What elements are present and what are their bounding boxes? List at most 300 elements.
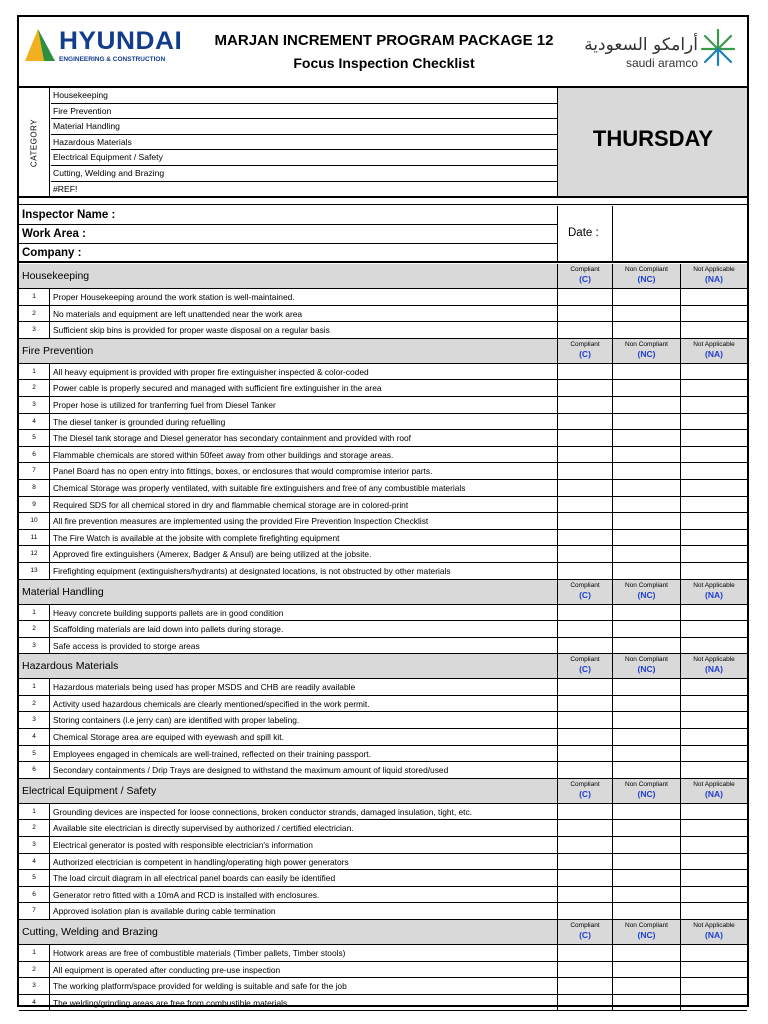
item-number: 12 <box>19 546 50 562</box>
compliant-cell[interactable] <box>557 638 612 654</box>
checklist-row <box>19 887 747 904</box>
non-compliant-cell[interactable] <box>612 563 680 579</box>
aramco-logo <box>584 25 744 75</box>
compliant-cell[interactable] <box>557 605 612 621</box>
column-label: Compliant <box>570 266 600 273</box>
item-number: 2 <box>19 820 50 836</box>
non-compliant-cell[interactable] <box>612 397 680 413</box>
item-description: Required SDS for all chemical stored in dry and flammable chemical storage are in colored-print <box>53 499 409 510</box>
column-code: (NA) <box>705 664 723 675</box>
compliant-cell[interactable] <box>557 414 612 430</box>
item-description: Approved isolation plan is available during cable termination <box>53 906 276 917</box>
item-description: The Diesel tank storage and Diesel generator has secondary containment and provided with roof <box>53 433 412 444</box>
non-compliant-cell[interactable] <box>612 762 680 778</box>
item-number: 1 <box>19 804 50 820</box>
checklist-row <box>19 945 747 962</box>
non-compliant-cell[interactable] <box>612 322 680 338</box>
not-applicable-cell[interactable] <box>680 978 747 994</box>
column-label: Not Applicable <box>693 780 735 788</box>
non-compliant-cell[interactable] <box>612 463 680 479</box>
item-number: 4 <box>19 414 50 430</box>
column-code: (NA) <box>705 348 723 359</box>
inspection-info <box>19 206 747 263</box>
section-header <box>19 779 747 804</box>
item-description: Power cable is properly secured and managed with sufficient fire extinguisher in the area <box>53 383 382 394</box>
category-item: Hazardous Materials <box>51 135 557 151</box>
column-code: (NC) <box>637 788 656 799</box>
non-compliant-cell[interactable] <box>612 621 680 637</box>
not-applicable-cell[interactable] <box>680 729 747 745</box>
item-number: 11 <box>19 530 50 546</box>
checklist-row <box>19 397 747 414</box>
not-applicable-cell[interactable] <box>680 696 747 712</box>
aramco-arabic-name: أرامكو السعودية <box>584 35 698 55</box>
item-description: The Fire Watch is available at the jobsite with complete firefighting equipment <box>53 532 340 543</box>
item-number: 3 <box>19 397 50 413</box>
column-label: Not Applicable <box>693 266 735 273</box>
non-compliant-cell[interactable] <box>612 679 680 695</box>
not-applicable-cell[interactable] <box>680 364 747 380</box>
compliant-column-header <box>557 264 612 289</box>
column-code: (NA) <box>705 788 723 799</box>
non-compliant-cell[interactable] <box>612 870 680 886</box>
item-number: 2 <box>19 696 50 712</box>
column-label: Compliant <box>570 780 600 788</box>
column-label: Non Compliant <box>625 266 668 273</box>
category-label: CATEGORY <box>29 118 39 168</box>
item-number: 5 <box>19 430 50 446</box>
compliant-cell[interactable] <box>557 854 612 870</box>
compliant-cell[interactable] <box>557 563 612 579</box>
section-header <box>19 654 747 679</box>
item-number: 3 <box>19 837 50 853</box>
checklist-row <box>19 480 747 497</box>
non-compliant-cell[interactable] <box>612 530 680 546</box>
item-number: 1 <box>19 679 50 695</box>
compliant-column-header <box>557 580 612 605</box>
not-applicable-column-header <box>680 654 747 679</box>
not-applicable-column-header <box>680 779 747 804</box>
item-description: Hotwork areas are free of combustible materials (Timber pallets, Timber stools) <box>53 948 346 958</box>
not-applicable-cell[interactable] <box>680 322 747 338</box>
non-compliant-column-header <box>612 920 680 945</box>
compliant-cell[interactable] <box>557 530 612 546</box>
column-code: (NC) <box>637 664 656 675</box>
item-number: 1 <box>19 945 50 961</box>
category-item: Fire Prevention <box>51 104 557 120</box>
item-number: 7 <box>19 903 50 919</box>
item-description: Sufficient skip bins is provided for proper waste disposal on a regular basis <box>53 325 330 336</box>
column-label: Not Applicable <box>693 656 735 664</box>
not-applicable-cell[interactable] <box>680 903 747 919</box>
column-label: Not Applicable <box>693 581 735 589</box>
compliant-cell[interactable] <box>557 903 612 919</box>
non-compliant-cell[interactable] <box>612 887 680 903</box>
section-header <box>19 339 747 364</box>
checklist-row <box>19 364 747 381</box>
item-description: Secondary containments / Drip Trays are designed to withstand the maximum amount of liquid stored/used <box>53 765 449 776</box>
category-block <box>19 88 747 198</box>
column-label: Non Compliant <box>625 780 668 788</box>
compliant-cell[interactable] <box>557 837 612 853</box>
item-number: 1 <box>19 364 50 380</box>
non-compliant-cell[interactable] <box>612 746 680 762</box>
column-code: (C) <box>579 589 591 600</box>
checklist-row <box>19 820 747 837</box>
compliant-cell[interactable] <box>557 679 612 695</box>
date-value-cell <box>612 206 747 261</box>
checklist-row <box>19 621 747 638</box>
spacer-row <box>19 200 747 205</box>
not-applicable-cell[interactable] <box>680 621 747 637</box>
non-compliant-cell[interactable] <box>612 903 680 919</box>
not-applicable-column-header <box>680 264 747 289</box>
not-applicable-cell[interactable] <box>680 463 747 479</box>
item-number: 2 <box>19 621 50 637</box>
item-number: 4 <box>19 995 50 1011</box>
not-applicable-cell[interactable] <box>680 513 747 529</box>
item-number: 13 <box>19 563 50 579</box>
column-code: (C) <box>579 788 591 799</box>
checklist-row <box>19 530 747 547</box>
not-applicable-cell[interactable] <box>680 804 747 820</box>
not-applicable-column-header <box>680 339 747 364</box>
non-compliant-cell[interactable] <box>612 854 680 870</box>
compliant-cell[interactable] <box>557 322 612 338</box>
item-number: 1 <box>19 289 50 305</box>
item-number: 1 <box>19 605 50 621</box>
compliant-cell[interactable] <box>557 463 612 479</box>
checklist-row <box>19 463 747 480</box>
compliant-column-header <box>557 779 612 804</box>
non-compliant-cell[interactable] <box>612 480 680 496</box>
item-number: 5 <box>19 746 50 762</box>
compliant-cell[interactable] <box>557 746 612 762</box>
column-code: (NC) <box>637 274 656 284</box>
item-description: Flammable chemicals are stored within 50feet away from other buildings and storage areas. <box>53 449 394 460</box>
not-applicable-cell[interactable] <box>680 870 747 886</box>
document-header <box>19 17 747 88</box>
item-description: Proper hose is utilized for tranferring fuel from Diesel Tanker <box>53 399 276 410</box>
compliant-cell[interactable] <box>557 712 612 728</box>
section-header <box>19 264 747 289</box>
column-code: (NC) <box>637 930 656 940</box>
non-compliant-cell[interactable] <box>612 995 680 1011</box>
checklist-row <box>19 804 747 821</box>
not-applicable-cell[interactable] <box>680 480 747 496</box>
item-number: 7 <box>19 463 50 479</box>
section-title: Electrical Equipment / Safety <box>22 784 157 797</box>
category-list <box>51 88 557 197</box>
not-applicable-cell[interactable] <box>680 546 747 562</box>
item-number: 2 <box>19 306 50 322</box>
not-applicable-cell[interactable] <box>680 447 747 463</box>
day-label: THURSDAY <box>592 126 714 151</box>
item-description: The welding/grinding areas are free from combustible materials <box>53 997 288 1008</box>
item-description: All heavy equipment is provided with proper fire extinguisher inspected & color-coded <box>53 366 369 377</box>
item-description: Available site electrician is directly supervised by authorized / certified electrician. <box>53 823 354 834</box>
hyundai-subtitle: ENGINEERING & CONSTRUCTION <box>59 56 166 63</box>
compliant-cell[interactable] <box>557 762 612 778</box>
item-description: No materials and equipment are left unattended near the work area <box>53 308 303 319</box>
checklist-row <box>19 962 747 979</box>
item-number: 6 <box>19 887 50 903</box>
not-applicable-cell[interactable] <box>680 530 747 546</box>
not-applicable-cell[interactable] <box>680 679 747 695</box>
column-label: Compliant <box>570 656 600 664</box>
column-code: (NA) <box>705 930 723 940</box>
checklist-row <box>19 870 747 887</box>
compliant-cell[interactable] <box>557 820 612 836</box>
item-description: Proper Housekeeping around the work station is well-maintained. <box>53 292 295 302</box>
non-compliant-cell[interactable] <box>612 605 680 621</box>
column-label: Non Compliant <box>625 581 668 589</box>
compliant-cell[interactable] <box>557 289 612 305</box>
not-applicable-cell[interactable] <box>680 820 747 836</box>
checklist-row <box>19 729 747 746</box>
column-label: Non Compliant <box>625 922 668 929</box>
non-compliant-cell[interactable] <box>612 513 680 529</box>
compliant-cell[interactable] <box>557 306 612 322</box>
non-compliant-cell[interactable] <box>612 962 680 978</box>
not-applicable-cell[interactable] <box>680 397 747 413</box>
checklist-row <box>19 563 747 580</box>
checklist-row <box>19 746 747 763</box>
item-description: Storing containers (i.e jerry can) are identified with proper labeling. <box>53 715 300 726</box>
compliant-cell[interactable] <box>557 364 612 380</box>
column-label: Non Compliant <box>625 656 668 664</box>
item-number: 3 <box>19 322 50 338</box>
not-applicable-cell[interactable] <box>680 638 747 654</box>
checklist-row <box>19 430 747 447</box>
item-number: 4 <box>19 729 50 745</box>
non-compliant-cell[interactable] <box>612 978 680 994</box>
non-compliant-cell[interactable] <box>612 820 680 836</box>
checklist-row <box>19 322 747 339</box>
compliant-cell[interactable] <box>557 978 612 994</box>
compliant-cell[interactable] <box>557 887 612 903</box>
non-compliant-cell[interactable] <box>612 364 680 380</box>
compliant-cell[interactable] <box>557 480 612 496</box>
column-label: Compliant <box>570 340 600 348</box>
item-number: 5 <box>19 870 50 886</box>
inspection-sheet <box>17 15 749 1007</box>
non-compliant-column-header <box>612 654 680 679</box>
not-applicable-cell[interactable] <box>680 497 747 513</box>
compliant-cell[interactable] <box>557 447 612 463</box>
item-description: All equipment is operated after conducting pre-use inspection <box>53 964 281 975</box>
compliant-column-header <box>557 339 612 364</box>
compliant-cell[interactable] <box>557 380 612 396</box>
not-applicable-cell[interactable] <box>680 306 747 322</box>
not-applicable-cell[interactable] <box>680 854 747 870</box>
category-item: Cutting, Welding and Brazing <box>51 166 557 182</box>
non-compliant-cell[interactable] <box>612 306 680 322</box>
compliant-column-header <box>557 654 612 679</box>
item-description: Employees engaged in chemicals are well-trained, reflected on their training passport. <box>53 748 371 759</box>
item-description: Scaffolding materials are laid down into pallets during storage. <box>53 624 284 635</box>
column-code: (C) <box>579 348 591 359</box>
checklist-row <box>19 679 747 696</box>
compliant-cell[interactable] <box>557 995 612 1011</box>
checklist-row <box>19 289 747 306</box>
item-description: The diesel tanker is grounded during refuelling <box>53 416 226 427</box>
column-code: (C) <box>579 664 591 675</box>
checklist-row <box>19 447 747 464</box>
item-number: 2 <box>19 962 50 978</box>
document-subtitle: Focus Inspection Checklist <box>293 55 475 71</box>
non-compliant-column-header <box>612 580 680 605</box>
non-compliant-cell[interactable] <box>612 837 680 853</box>
item-description: The working platform/space provided for welding is suitable and safe for the job <box>53 981 347 992</box>
non-compliant-cell[interactable] <box>612 380 680 396</box>
not-applicable-cell[interactable] <box>680 887 747 903</box>
non-compliant-cell[interactable] <box>612 712 680 728</box>
hyundai-triangle-icon <box>25 29 55 61</box>
compliant-cell[interactable] <box>557 621 612 637</box>
not-applicable-cell[interactable] <box>680 995 747 1011</box>
not-applicable-cell[interactable] <box>680 563 747 579</box>
compliant-cell[interactable] <box>557 962 612 978</box>
item-description: Panel Board has no open entry into fittings, boxes, or enclosures that would compromise interior parts. <box>53 466 433 477</box>
compliant-cell[interactable] <box>557 696 612 712</box>
aramco-star-icon <box>700 27 736 67</box>
document-title: MARJAN INCREMENT PROGRAM PACKAGE 12 <box>214 32 554 49</box>
checklist-row <box>19 380 747 397</box>
non-compliant-cell[interactable] <box>612 804 680 820</box>
item-description: Electrical generator is posted with responsible electrician's information <box>53 840 313 851</box>
column-label: Compliant <box>570 922 600 929</box>
item-description: All fire prevention measures are implemented using the provided Fire Prevention Inspection Checklist <box>53 516 429 527</box>
item-description: Generator retro fitted with a 10mA and RCD is installed with enclosures. <box>53 889 320 900</box>
compliant-cell[interactable] <box>557 397 612 413</box>
not-applicable-cell[interactable] <box>680 380 747 396</box>
item-description: Hazardous materials being used has proper MSDS and CHB are readily available <box>53 682 356 693</box>
compliant-cell[interactable] <box>557 804 612 820</box>
section-header <box>19 580 747 605</box>
section-title: Housekeeping <box>22 270 90 282</box>
item-description: Approved fire extinguishers (Amerex, Badger & Ansul) are being utilized at the jobsite. <box>53 549 372 560</box>
column-label: Not Applicable <box>693 922 735 929</box>
item-number: 3 <box>19 638 50 654</box>
category-label-column <box>19 88 50 198</box>
item-number: 2 <box>19 380 50 396</box>
item-number: 6 <box>19 447 50 463</box>
column-code: (C) <box>579 274 591 284</box>
compliant-cell[interactable] <box>557 513 612 529</box>
non-compliant-column-header <box>612 339 680 364</box>
non-compliant-cell[interactable] <box>612 546 680 562</box>
not-applicable-cell[interactable] <box>680 945 747 961</box>
column-code: (NA) <box>705 274 723 284</box>
not-applicable-cell[interactable] <box>680 430 747 446</box>
non-compliant-cell[interactable] <box>612 729 680 745</box>
non-compliant-cell[interactable] <box>612 447 680 463</box>
compliant-cell[interactable] <box>557 546 612 562</box>
company-field: Company : <box>22 247 82 259</box>
category-item: Housekeeping <box>51 88 557 104</box>
item-description: Authorized electrician is competent in handling/operating high power generators <box>53 856 349 867</box>
item-number: 3 <box>19 712 50 728</box>
checklist-row <box>19 306 747 323</box>
inspector-name-field: Inspector Name : <box>19 206 557 225</box>
checklist-row <box>19 546 747 563</box>
section-title: Cutting, Welding and Brazing <box>22 926 158 938</box>
item-description: Chemical Storage area are equiped with eyewash and spill kit. <box>53 732 284 743</box>
checklist-row <box>19 837 747 854</box>
checklist-row <box>19 854 747 871</box>
non-compliant-cell[interactable] <box>612 289 680 305</box>
compliant-cell[interactable] <box>557 729 612 745</box>
section-title: Fire Prevention <box>22 344 94 357</box>
compliant-cell[interactable] <box>557 430 612 446</box>
date-label: Date : <box>557 206 612 261</box>
item-description: Grounding devices are inspected for loose connections, broken conductor strands, damaged insulation, tight, etc. <box>53 806 472 817</box>
checklist-row <box>19 414 747 431</box>
checklist-row <box>19 513 747 530</box>
not-applicable-cell[interactable] <box>680 712 747 728</box>
column-label: Not Applicable <box>693 340 735 348</box>
checklist-row <box>19 497 747 514</box>
item-number: 9 <box>19 497 50 513</box>
non-compliant-column-header <box>612 264 680 289</box>
not-applicable-cell[interactable] <box>680 762 747 778</box>
day-box <box>557 88 747 196</box>
compliant-cell[interactable] <box>557 945 612 961</box>
column-label: Compliant <box>570 581 600 589</box>
checklist-row <box>19 712 747 729</box>
compliant-cell[interactable] <box>557 870 612 886</box>
column-code: (NC) <box>637 348 656 359</box>
column-code: (NA) <box>705 589 723 600</box>
checklist-row <box>19 995 747 1012</box>
non-compliant-column-header <box>612 779 680 804</box>
not-applicable-cell[interactable] <box>680 289 747 305</box>
item-description: Safe access is provided to storge areas <box>53 640 200 651</box>
item-description: Chemical Storage was properly ventilated, with suitable fire extinguishers and free of any combustible materials <box>53 482 466 493</box>
hyundai-wordmark: HYUNDAI <box>59 27 183 55</box>
item-number: 4 <box>19 854 50 870</box>
not-applicable-cell[interactable] <box>680 746 747 762</box>
category-item: #REF! <box>53 183 78 194</box>
section-header <box>19 920 747 945</box>
not-applicable-cell[interactable] <box>680 414 747 430</box>
non-compliant-cell[interactable] <box>612 430 680 446</box>
section-title: Hazardous Materials <box>22 660 119 673</box>
non-compliant-cell[interactable] <box>612 945 680 961</box>
checklist-row <box>19 978 747 995</box>
item-description: Activity used hazardous chemicals are clearly mentioned/specified in the work permit. <box>53 698 370 709</box>
compliant-cell[interactable] <box>557 497 612 513</box>
item-description: Heavy concrete building supports pallets are in good condition <box>53 607 284 618</box>
checklist-row <box>19 696 747 713</box>
non-compliant-cell[interactable] <box>612 638 680 654</box>
hyundai-logo <box>25 27 183 67</box>
non-compliant-cell[interactable] <box>612 414 680 430</box>
non-compliant-cell[interactable] <box>612 497 680 513</box>
not-applicable-cell[interactable] <box>680 837 747 853</box>
column-label: Non Compliant <box>625 340 668 348</box>
category-item: Material Handling <box>51 119 557 135</box>
non-compliant-cell[interactable] <box>612 696 680 712</box>
not-applicable-cell[interactable] <box>680 962 747 978</box>
item-description: The load circuit diagram in all electrical panel boards can easily be identified <box>53 873 336 884</box>
aramco-english-name: saudi aramco <box>625 56 698 70</box>
not-applicable-column-header <box>680 920 747 945</box>
not-applicable-cell[interactable] <box>680 605 747 621</box>
item-description: Firefighting equipment (extinguishers/hydrants) at designated locations, is not obstructed by other materials <box>53 565 451 576</box>
not-applicable-column-header <box>680 580 747 605</box>
